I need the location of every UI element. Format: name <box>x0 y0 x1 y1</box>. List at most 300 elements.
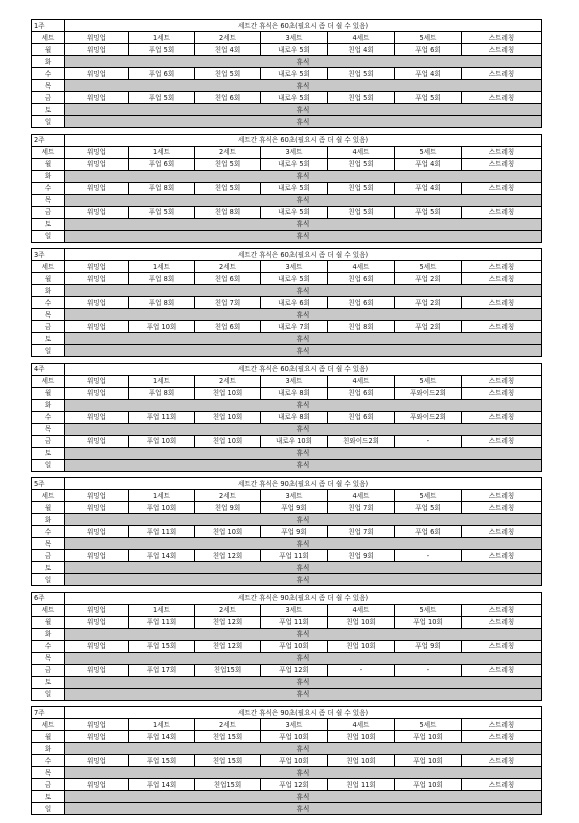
rest-cell: 휴식 <box>65 218 542 230</box>
exercise-cell: 내로우 5회 <box>261 44 328 56</box>
day-label: 목 <box>32 767 65 779</box>
exercise-cell: 친업 15회 <box>195 731 261 743</box>
set-header-row <box>32 146 542 158</box>
rest-day-row <box>32 538 542 550</box>
exercise-cell: 워밍업 <box>65 273 129 285</box>
workout-day-row <box>32 731 542 743</box>
day-label: 토 <box>32 333 65 345</box>
exercise-cell: 푸업 10회 <box>395 779 462 791</box>
exercise-cell: 푸업 10회 <box>129 435 195 447</box>
set-header-cell: 5세트 <box>395 719 462 731</box>
set-header-row <box>32 375 542 387</box>
exercise-cell: 스트레칭 <box>462 779 542 791</box>
day-label: 월 <box>32 616 65 628</box>
set-header-row <box>32 604 542 616</box>
set-header-cell: 3세트 <box>261 32 328 44</box>
day-label: 수 <box>32 297 65 309</box>
exercise-cell: 푸업 9회 <box>261 502 328 514</box>
exercise-cell: 푸업 9회 <box>395 640 462 652</box>
exercise-cell: 푸업 14회 <box>129 731 195 743</box>
day-label: 목 <box>32 538 65 550</box>
rest-cell: 휴식 <box>65 538 542 550</box>
rest-day-row <box>32 676 542 688</box>
workout-day-row <box>32 502 542 514</box>
set-header-row <box>32 490 542 502</box>
exercise-cell: 친와이드2회 <box>328 435 395 447</box>
exercise-cell: 푸업 11회 <box>261 550 328 562</box>
day-label: 화 <box>32 514 65 526</box>
exercise-cell: 푸업 11회 <box>261 616 328 628</box>
exercise-cell: 워밍업 <box>65 387 129 399</box>
workout-day-row <box>32 435 542 447</box>
exercise-cell: 스트레칭 <box>462 550 542 562</box>
set-header-cell: 1세트 <box>129 490 195 502</box>
exercise-cell: 푸와이드2회 <box>395 411 462 423</box>
exercise-cell: 내로우 6회 <box>261 297 328 309</box>
rest-day-row <box>32 514 542 526</box>
day-label: 토 <box>32 218 65 230</box>
set-header-cell: 3세트 <box>261 719 328 731</box>
exercise-cell: 푸업 8회 <box>129 273 195 285</box>
rest-interval-note: 세트간 휴식은 60초(필요시 좀 더 쉴 수 있음) <box>65 363 542 375</box>
day-label: 월 <box>32 44 65 56</box>
set-header-cell: 2세트 <box>195 719 261 731</box>
set-header-cell: 워밍업 <box>65 719 129 731</box>
exercise-cell: 스트레칭 <box>462 435 542 447</box>
day-label: 토 <box>32 447 65 459</box>
exercise-cell: 푸업 5회 <box>395 206 462 218</box>
exercise-cell: 스트레칭 <box>462 44 542 56</box>
set-header-cell: 스트레칭 <box>462 32 542 44</box>
rest-cell: 휴식 <box>65 767 542 779</box>
exercise-cell: 워밍업 <box>65 182 129 194</box>
exercise-cell: - <box>328 664 395 676</box>
day-label: 토 <box>32 104 65 116</box>
week-header-row <box>32 134 542 146</box>
set-header-cell: 3세트 <box>261 146 328 158</box>
week-label: 3주 <box>32 249 65 261</box>
exercise-cell: 푸업 11회 <box>129 526 195 538</box>
set-header-cell: 3세트 <box>261 261 328 273</box>
day-label: 수 <box>32 68 65 80</box>
day-label: 목 <box>32 309 65 321</box>
rest-interval-note: 세트간 휴식은 60초(필요시 좀 더 쉴 수 있음) <box>65 134 542 146</box>
day-label: 일 <box>32 574 65 586</box>
exercise-cell: 푸업 17회 <box>129 664 195 676</box>
day-label: 금 <box>32 664 65 676</box>
rest-day-row <box>32 194 542 206</box>
set-header-row <box>32 261 542 273</box>
rest-interval-note: 세트간 휴식은 60초(필요시 좀 더 쉴 수 있음) <box>65 20 542 32</box>
workout-day-row <box>32 550 542 562</box>
exercise-cell: 친업 7회 <box>328 526 395 538</box>
rest-cell: 휴식 <box>65 423 542 435</box>
exercise-cell: 내로우 5회 <box>261 206 328 218</box>
set-header-label: 세트 <box>32 32 65 44</box>
exercise-cell: 친업 6회 <box>195 92 261 104</box>
rest-cell: 휴식 <box>65 116 542 128</box>
set-header-cell: 스트레칭 <box>462 261 542 273</box>
workout-schedule <box>31 19 541 821</box>
set-header-cell: 4세트 <box>328 32 395 44</box>
exercise-cell: 워밍업 <box>65 779 129 791</box>
exercise-cell: 푸업 10회 <box>261 640 328 652</box>
rest-day-row <box>32 285 542 297</box>
exercise-cell: 푸업 8회 <box>129 182 195 194</box>
week-header-row <box>32 249 542 261</box>
rest-cell: 휴식 <box>65 399 542 411</box>
exercise-cell: 친업 15회 <box>195 755 261 767</box>
day-label: 일 <box>32 688 65 700</box>
exercise-cell: 푸업 10회 <box>395 616 462 628</box>
exercise-cell: 친업 6회 <box>328 273 395 285</box>
day-label: 일 <box>32 459 65 471</box>
workout-day-row <box>32 640 542 652</box>
exercise-cell: 스트레칭 <box>462 68 542 80</box>
week-header-row <box>32 20 542 32</box>
week-header-row <box>32 363 542 375</box>
exercise-cell: 스트레칭 <box>462 411 542 423</box>
exercise-cell: 친업 10회 <box>195 435 261 447</box>
set-header-cell: 스트레칭 <box>462 719 542 731</box>
exercise-cell: 푸업 4회 <box>395 182 462 194</box>
exercise-cell: - <box>395 550 462 562</box>
exercise-cell: 내로우 5회 <box>261 182 328 194</box>
rest-cell: 휴식 <box>65 333 542 345</box>
day-label: 일 <box>32 345 65 357</box>
set-header-cell: 워밍업 <box>65 604 129 616</box>
exercise-cell: 푸업 4회 <box>395 158 462 170</box>
workout-day-row <box>32 206 542 218</box>
set-header-cell: 2세트 <box>195 146 261 158</box>
workout-day-row <box>32 297 542 309</box>
week-label: 2주 <box>32 134 65 146</box>
rest-day-row <box>32 104 542 116</box>
exercise-cell: 푸업 5회 <box>395 92 462 104</box>
exercise-cell: 스트레칭 <box>462 664 542 676</box>
workout-day-row <box>32 411 542 423</box>
day-label: 화 <box>32 56 65 68</box>
exercise-cell: 친업 10회 <box>328 755 395 767</box>
day-label: 금 <box>32 321 65 333</box>
workout-day-row <box>32 68 542 80</box>
set-header-cell: 4세트 <box>328 719 395 731</box>
rest-cell: 휴식 <box>65 309 542 321</box>
rest-cell: 휴식 <box>65 194 542 206</box>
set-header-cell: 2세트 <box>195 490 261 502</box>
workout-day-row <box>32 273 542 285</box>
set-header-cell: 1세트 <box>129 375 195 387</box>
exercise-cell: 친업 8회 <box>195 206 261 218</box>
day-label: 월 <box>32 158 65 170</box>
exercise-cell: 친업 9회 <box>195 502 261 514</box>
exercise-cell: 푸업 10회 <box>129 321 195 333</box>
set-header-cell: 3세트 <box>261 375 328 387</box>
day-label: 금 <box>32 435 65 447</box>
rest-day-row <box>32 399 542 411</box>
exercise-cell: 친업15회 <box>195 779 261 791</box>
exercise-cell: 친업 4회 <box>328 44 395 56</box>
exercise-cell: 스트레칭 <box>462 321 542 333</box>
rest-cell: 휴식 <box>65 459 542 471</box>
set-header-cell: 워밍업 <box>65 375 129 387</box>
exercise-cell: 스트레칭 <box>462 182 542 194</box>
exercise-cell: 친업 7회 <box>328 502 395 514</box>
rest-cell: 휴식 <box>65 574 542 586</box>
set-header-cell: 4세트 <box>328 375 395 387</box>
exercise-cell: 푸업 14회 <box>129 779 195 791</box>
exercise-cell: 친업 6회 <box>328 387 395 399</box>
set-header-cell: 2세트 <box>195 261 261 273</box>
exercise-cell: 푸업 5회 <box>129 206 195 218</box>
rest-cell: 휴식 <box>65 676 542 688</box>
exercise-cell: 친업 4회 <box>195 44 261 56</box>
exercise-cell: 친업 6회 <box>195 321 261 333</box>
rest-day-row <box>32 230 542 242</box>
set-header-label: 세트 <box>32 375 65 387</box>
exercise-cell: 푸업 10회 <box>261 731 328 743</box>
set-header-cell: 4세트 <box>328 604 395 616</box>
day-label: 화 <box>32 285 65 297</box>
exercise-cell: 푸업 10회 <box>261 755 328 767</box>
rest-day-row <box>32 791 542 803</box>
exercise-cell: 친업 6회 <box>328 297 395 309</box>
exercise-cell: 친업 9회 <box>328 550 395 562</box>
rest-day-row <box>32 345 542 357</box>
exercise-cell: 친업 5회 <box>328 158 395 170</box>
exercise-cell: 친업 10회 <box>195 411 261 423</box>
exercise-cell: 내로우 8회 <box>261 411 328 423</box>
set-header-label: 세트 <box>32 719 65 731</box>
exercise-cell: 푸업 9회 <box>261 526 328 538</box>
exercise-cell: 푸업 14회 <box>129 550 195 562</box>
day-label: 목 <box>32 423 65 435</box>
exercise-cell: 워밍업 <box>65 731 129 743</box>
rest-day-row <box>32 574 542 586</box>
day-label: 토 <box>32 562 65 574</box>
exercise-cell: 워밍업 <box>65 435 129 447</box>
rest-cell: 휴식 <box>65 628 542 640</box>
set-header-cell: 스트레칭 <box>462 604 542 616</box>
workout-day-row <box>32 92 542 104</box>
day-label: 화 <box>32 743 65 755</box>
set-header-cell: 2세트 <box>195 604 261 616</box>
set-header-cell: 5세트 <box>395 32 462 44</box>
exercise-cell: 푸업 11회 <box>129 616 195 628</box>
exercise-cell: 친업 10회 <box>328 731 395 743</box>
exercise-cell: 친업 7회 <box>195 297 261 309</box>
exercise-cell: 내로우 5회 <box>261 158 328 170</box>
day-label: 금 <box>32 550 65 562</box>
exercise-cell: 푸업 5회 <box>129 92 195 104</box>
rest-day-row <box>32 628 542 640</box>
exercise-cell: 친업 6회 <box>328 411 395 423</box>
week-table <box>31 477 542 586</box>
workout-day-row <box>32 779 542 791</box>
rest-cell: 휴식 <box>65 514 542 526</box>
exercise-cell: 푸업 10회 <box>395 755 462 767</box>
exercise-cell: 푸와이드2회 <box>395 387 462 399</box>
exercise-cell: 푸업 4회 <box>395 68 462 80</box>
exercise-cell: 내로우 5회 <box>261 68 328 80</box>
exercise-cell: 푸업 12회 <box>261 779 328 791</box>
exercise-cell: 워밍업 <box>65 321 129 333</box>
workout-day-row <box>32 158 542 170</box>
day-label: 목 <box>32 80 65 92</box>
exercise-cell: 푸업 2회 <box>395 297 462 309</box>
rest-cell: 휴식 <box>65 56 542 68</box>
rest-day-row <box>32 743 542 755</box>
set-header-row <box>32 719 542 731</box>
exercise-cell: 친업 5회 <box>195 182 261 194</box>
day-label: 화 <box>32 628 65 640</box>
exercise-cell: 푸업 15회 <box>129 755 195 767</box>
exercise-cell: 푸업 8회 <box>129 297 195 309</box>
workout-day-row <box>32 387 542 399</box>
rest-day-row <box>32 447 542 459</box>
exercise-cell: 스트레칭 <box>462 526 542 538</box>
exercise-cell: 친업 12회 <box>195 550 261 562</box>
set-header-cell: 4세트 <box>328 146 395 158</box>
exercise-cell: - <box>395 435 462 447</box>
week-table <box>31 248 542 357</box>
exercise-cell: 워밍업 <box>65 502 129 514</box>
set-header-cell: 1세트 <box>129 146 195 158</box>
rest-cell: 휴식 <box>65 345 542 357</box>
workout-day-row <box>32 321 542 333</box>
day-label: 목 <box>32 652 65 664</box>
exercise-cell: 스트레칭 <box>462 502 542 514</box>
exercise-cell: 워밍업 <box>65 640 129 652</box>
workout-day-row <box>32 755 542 767</box>
exercise-cell: 내로우 7회 <box>261 321 328 333</box>
rest-day-row <box>32 459 542 471</box>
week-table <box>31 363 542 472</box>
exercise-cell: 워밍업 <box>65 206 129 218</box>
rest-day-row <box>32 333 542 345</box>
set-header-cell: 워밍업 <box>65 32 129 44</box>
set-header-cell: 2세트 <box>195 375 261 387</box>
rest-cell: 휴식 <box>65 80 542 92</box>
exercise-cell: 푸업 5회 <box>395 502 462 514</box>
set-header-label: 세트 <box>32 490 65 502</box>
rest-day-row <box>32 56 542 68</box>
rest-cell: 휴식 <box>65 743 542 755</box>
set-header-cell: 5세트 <box>395 604 462 616</box>
rest-day-row <box>32 218 542 230</box>
exercise-cell: 친업 5회 <box>328 92 395 104</box>
exercise-cell: 친업 10회 <box>328 640 395 652</box>
exercise-cell: 푸업 6회 <box>129 158 195 170</box>
exercise-cell: 친업 12회 <box>195 640 261 652</box>
week-table <box>31 134 542 243</box>
set-header-cell: 5세트 <box>395 261 462 273</box>
set-header-row <box>32 32 542 44</box>
exercise-cell: 친업 5회 <box>195 158 261 170</box>
set-header-cell: 스트레칭 <box>462 146 542 158</box>
day-label: 수 <box>32 182 65 194</box>
day-label: 수 <box>32 411 65 423</box>
rest-day-row <box>32 170 542 182</box>
exercise-cell: 내로우 8회 <box>261 387 328 399</box>
day-label: 목 <box>32 194 65 206</box>
exercise-cell: 푸업 11회 <box>129 411 195 423</box>
exercise-cell: 워밍업 <box>65 616 129 628</box>
exercise-cell: 워밍업 <box>65 68 129 80</box>
exercise-cell: 푸업 6회 <box>395 526 462 538</box>
rest-day-row <box>32 423 542 435</box>
exercise-cell: 스트레칭 <box>462 755 542 767</box>
exercise-cell: 푸업 15회 <box>129 640 195 652</box>
rest-interval-note: 세트간 휴식은 90초(필요시 좀 더 쉴 수 있음) <box>65 478 542 490</box>
exercise-cell: 워밍업 <box>65 297 129 309</box>
day-label: 수 <box>32 755 65 767</box>
workout-day-row <box>32 526 542 538</box>
rest-interval-note: 세트간 휴식은 90초(필요시 좀 더 쉴 수 있음) <box>65 707 542 719</box>
set-header-cell: 4세트 <box>328 261 395 273</box>
set-header-cell: 3세트 <box>261 604 328 616</box>
week-table <box>31 19 542 128</box>
set-header-cell: 워밍업 <box>65 146 129 158</box>
rest-day-row <box>32 803 542 815</box>
rest-cell: 휴식 <box>65 447 542 459</box>
set-header-cell: 워밍업 <box>65 490 129 502</box>
exercise-cell: 푸업 5회 <box>129 44 195 56</box>
rest-day-row <box>32 116 542 128</box>
set-header-cell: 5세트 <box>395 146 462 158</box>
exercise-cell: 스트레칭 <box>462 158 542 170</box>
set-header-cell: 스트레칭 <box>462 490 542 502</box>
exercise-cell: 친업15회 <box>195 664 261 676</box>
set-header-label: 세트 <box>32 261 65 273</box>
day-label: 토 <box>32 791 65 803</box>
rest-day-row <box>32 309 542 321</box>
exercise-cell: 내로우 10회 <box>261 435 328 447</box>
exercise-cell: - <box>395 664 462 676</box>
exercise-cell: 친업 5회 <box>195 68 261 80</box>
rest-cell: 휴식 <box>65 230 542 242</box>
set-header-label: 세트 <box>32 146 65 158</box>
rest-cell: 휴식 <box>65 170 542 182</box>
exercise-cell: 스트레칭 <box>462 92 542 104</box>
rest-interval-note: 세트간 휴식은 60초(필요시 좀 더 쉴 수 있음) <box>65 249 542 261</box>
exercise-cell: 스트레칭 <box>462 731 542 743</box>
week-label: 7주 <box>32 707 65 719</box>
day-label: 월 <box>32 273 65 285</box>
set-header-label: 세트 <box>32 604 65 616</box>
exercise-cell: 내로우 5회 <box>261 273 328 285</box>
day-label: 수 <box>32 640 65 652</box>
set-header-cell: 2세트 <box>195 32 261 44</box>
day-label: 화 <box>32 170 65 182</box>
exercise-cell: 워밍업 <box>65 92 129 104</box>
week-label: 4주 <box>32 363 65 375</box>
exercise-cell: 친업 10회 <box>195 387 261 399</box>
rest-cell: 휴식 <box>65 688 542 700</box>
exercise-cell: 푸업 2회 <box>395 321 462 333</box>
week-header-row <box>32 592 542 604</box>
rest-day-row <box>32 562 542 574</box>
rest-interval-note: 세트간 휴식은 90초(필요시 좀 더 쉴 수 있음) <box>65 592 542 604</box>
rest-cell: 휴식 <box>65 285 542 297</box>
day-label: 일 <box>32 803 65 815</box>
set-header-cell: 1세트 <box>129 719 195 731</box>
set-header-cell: 3세트 <box>261 490 328 502</box>
exercise-cell: 푸업 6회 <box>129 68 195 80</box>
exercise-cell: 스트레칭 <box>462 297 542 309</box>
set-header-cell: 1세트 <box>129 32 195 44</box>
day-label: 수 <box>32 526 65 538</box>
